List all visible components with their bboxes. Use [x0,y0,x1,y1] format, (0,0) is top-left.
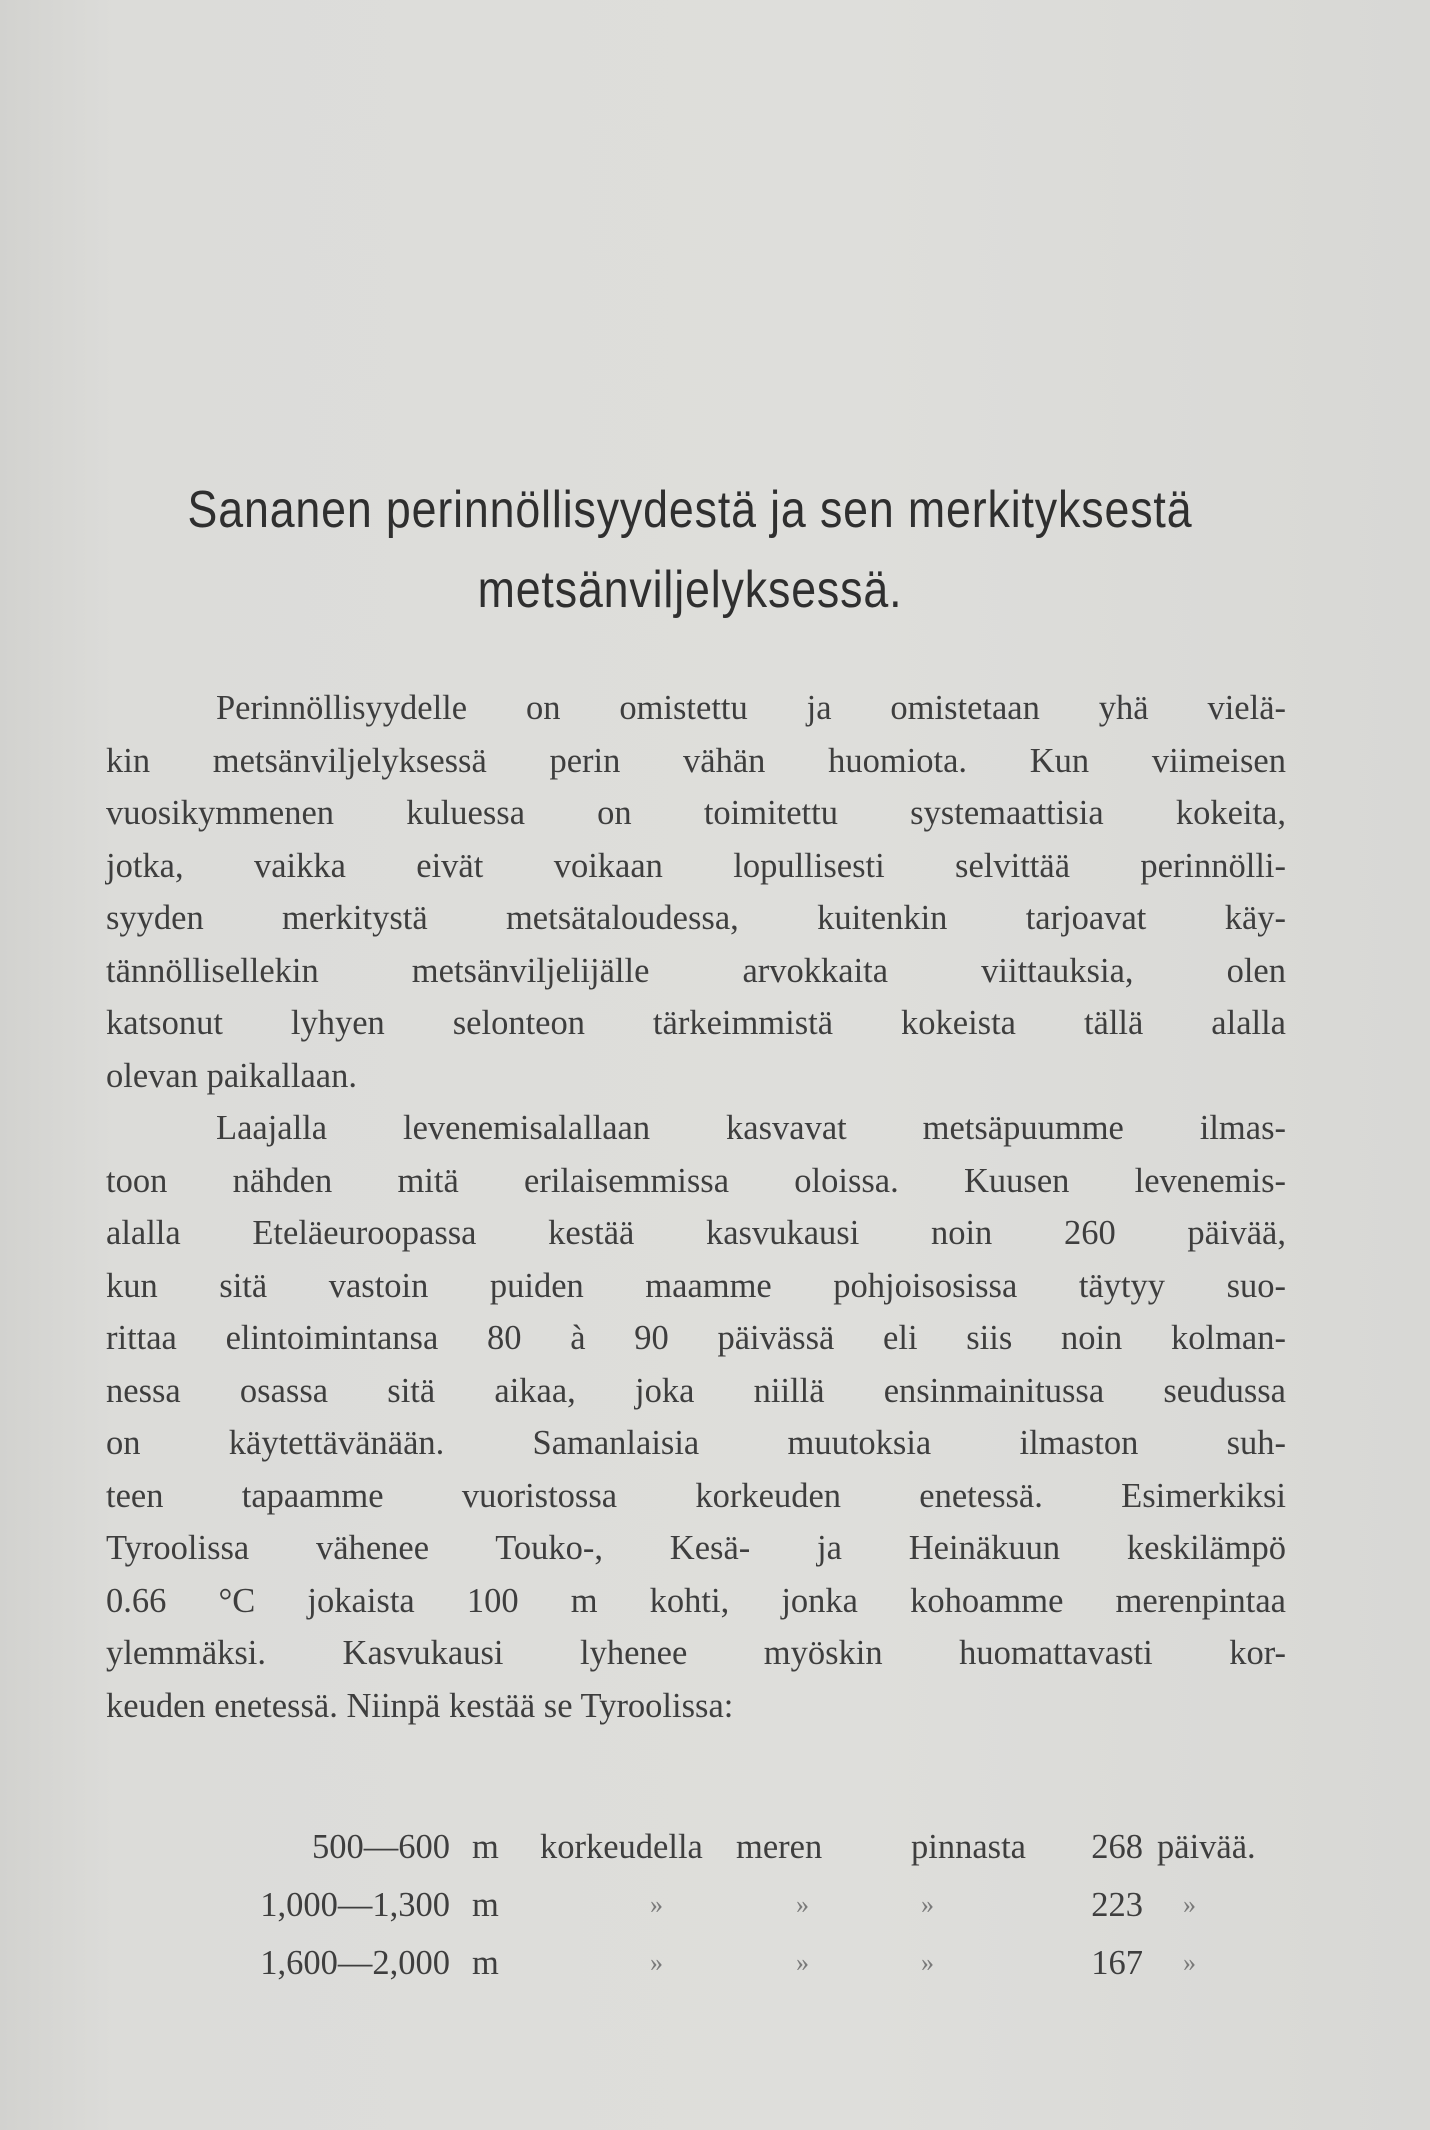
days-value: 167 [1091,1944,1143,1982]
text-line: Tyroolissa vähenee Touko-, Kesä- ja Heinäkuun keskilämpö [106,1529,1286,1567]
text-line: alalla Eteläeuroopassa kestää kasvukausi noin 260 päivää, [106,1214,1286,1252]
text-line: syyden merkitystä metsätaloudessa, kuitenkin tarjoavat käy- [106,899,1286,937]
ditto-mark: » [650,1948,663,1977]
text-line: teen tapaamme vuoristossa korkeuden enetessä. Esimerkiksi [106,1476,1286,1515]
text-line: tännöllisellekin metsänviljelijälle arvokkaita viittauksia, olen [106,951,1286,990]
text-line: kun sitä vastoin puiden maamme pohjoisosissa täytyy suo- [106,1266,1286,1305]
cell: päivää. [1157,1828,1256,1866]
table-row [170,1818,1256,1876]
text-line: olevan paikallaan. [106,1056,357,1095]
text-line: 0.66 °C jokaista 100 m kohti, jonka kohoamme merenpintaa [106,1581,1286,1620]
text-line: keuden enetessä. Niinpä kestää se Tyroolissa: [106,1686,734,1725]
text-line: Laajalla levenemisalallaan kasvavat metsäpuumme ilmas- [216,1109,1286,1147]
text-line: Perinnöllisyydelle on omistettu ja omistetaan yhä vielä- [216,689,1286,727]
article-body [106,682,1286,1732]
unit: m [472,1828,499,1866]
unit: m [472,1886,499,1924]
title-line-2: metsänviljelyksessä. [477,561,903,619]
text-line: vuosikymmenen kuluessa on toimitettu systemaattisia kokeita, [106,794,1286,832]
text-line: toon nähden mitä erilaisemmissa oloissa. Kuusen levenemis- [106,1161,1286,1200]
text-line: ylemmäksi. Kasvukausi lyhenee myöskin huomattavasti kor- [106,1634,1286,1672]
ditto-mark: » [1183,1890,1196,1919]
cell: pinnasta [911,1828,1026,1866]
table-row [170,1934,1256,1992]
article-title [183,470,1198,630]
paragraph-2 [106,1102,1286,1732]
altitude-table [170,1818,1256,1992]
cell: korkeudella [540,1828,703,1866]
ditto-mark: » [921,1948,934,1977]
altitude-range: 1,000—1,300 [260,1886,450,1924]
paragraph-1 [106,682,1286,1102]
text-line: rittaa elintoimintansa 80 à 90 päivässä eli siis noin kolman- [106,1319,1286,1357]
cell: meren [736,1828,823,1866]
text-line: katsonut lyhyen selonteon tärkeimmistä kokeista tällä alalla [106,1004,1286,1042]
days-value: 268 [1091,1828,1143,1866]
text-line: on käytettävänään. Samanlaisia muutoksia ilmaston suh- [106,1424,1286,1462]
text-line: kin metsänviljelyksessä perin vähän huomiota. Kun viimeisen [106,741,1286,780]
days-value: 223 [1091,1886,1143,1924]
unit: m [472,1944,499,1982]
ditto-mark: » [1183,1948,1196,1977]
text-line: nessa osassa sitä aikaa, joka niillä ensinmainitussa seudussa [106,1371,1286,1410]
altitude-range: 500—600 [312,1828,450,1866]
text-line: jotka, vaikka eivät voikaan lopullisesti selvittää perinnölli- [106,846,1286,885]
ditto-mark: » [796,1948,809,1977]
title-line-1: Sananen perinnöllisyydestä ja sen merkityksestä [187,481,1193,539]
ditto-mark: » [796,1890,809,1919]
ditto-mark: » [921,1890,934,1919]
altitude-range: 1,600—2,000 [260,1944,450,1982]
table-row [170,1876,1256,1934]
ditto-mark: » [650,1890,663,1919]
